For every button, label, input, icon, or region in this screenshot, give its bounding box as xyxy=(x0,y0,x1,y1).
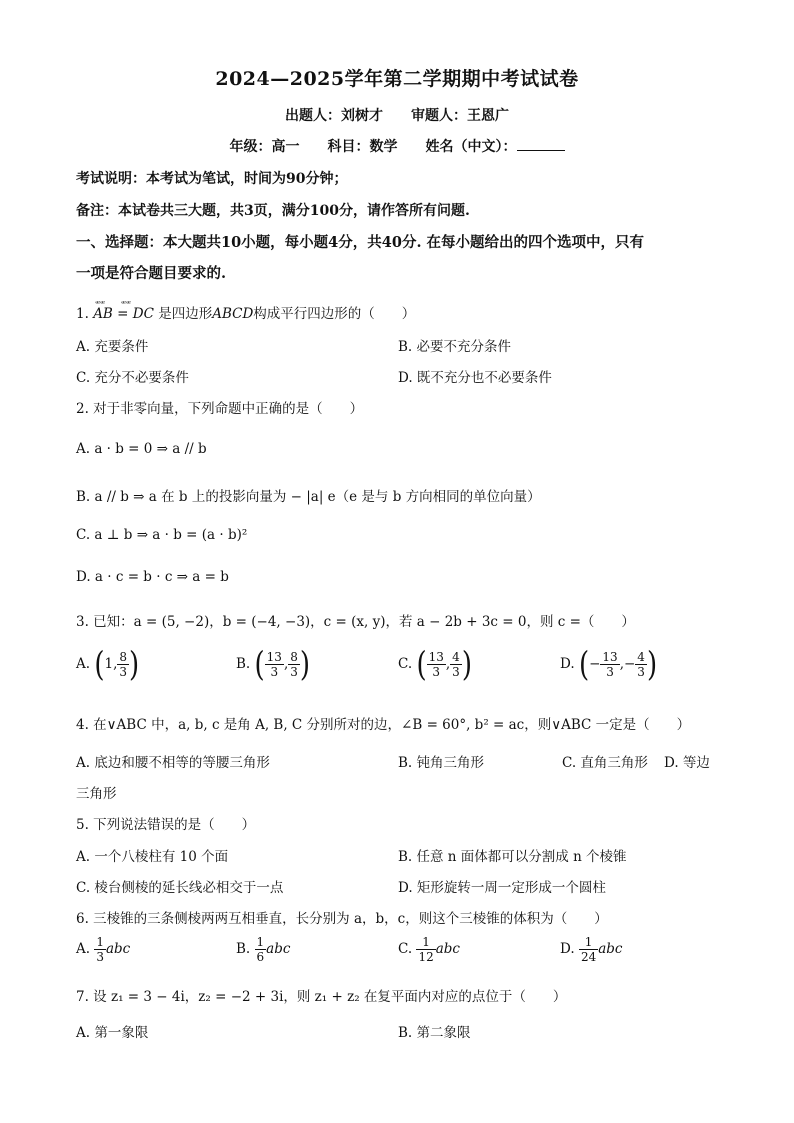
section1-line2: 一项是符合题目要求的. xyxy=(76,265,227,282)
q4-option-d[interactable]: D. 等边 xyxy=(664,755,710,771)
q2-option-b[interactable]: B. a // b ⇒ a 在 b 上的投影向量为 − |a| e（e 是与 b 方向相同的单位向量） xyxy=(76,489,541,505)
meta-text: 年级：高一 科目：数学 姓名（中文）： xyxy=(229,139,517,155)
q6-option-c[interactable]: C. $\frac{1}{12}$ abc xyxy=(398,935,460,964)
q2-option-a[interactable]: A. a · b = 0 ⇒ a // b xyxy=(76,441,207,457)
q4-stem: 4. 在∨ABC 中，a, b, c 是角 A, B, C 分别所对的边，∠B = 60°, b² = ac，则∨ABC 一定是（ ） xyxy=(76,717,691,733)
q4-option-c[interactable]: C. 直角三角形 xyxy=(562,755,648,771)
q5-option-b[interactable]: B. 任意 n 面体都可以分割成 n 个棱锥 xyxy=(398,849,627,865)
q1-option-d[interactable]: D. 既不充分也不必要条件 xyxy=(398,370,552,386)
q7-stem: 7. 设 z₁ = 3 − 4i，z₂ = −2 + 3i，则 z₁ + z₂ 在复平面内对应的点位于（ ） xyxy=(76,989,567,1005)
q2-stem: 2. 对于非零向量，下列命题中正确的是（ ） xyxy=(76,401,364,417)
q3-option-d[interactable]: D. (− $\frac{13}{3}$ ,− $\frac{4}{3}$ ) xyxy=(560,645,658,684)
q5-option-d[interactable]: D. 矩形旋转一周一定形成一个圆柱 xyxy=(398,880,606,896)
q1-math: ᵆᵆ ᵆᵆ AB = DC xyxy=(93,299,154,322)
exam-title: 2024—2025学年第二学期期中考试试卷 xyxy=(215,68,579,90)
name-blank[interactable] xyxy=(517,138,565,151)
q3-stem: 3. 已知：a = (5, −2)，b = (−4, −3)，c = (x, y)，若 a − 2b + 3c = 0，则 c =（ ） xyxy=(76,614,635,630)
q5-option-c[interactable]: C. 棱台侧棱的延长线必相交于一点 xyxy=(76,880,284,896)
q7-option-a[interactable]: A. 第一象限 xyxy=(76,1025,149,1041)
q1-abcd: ABCD xyxy=(212,306,254,322)
q1-mid: 是四边形 xyxy=(158,306,213,322)
q6-option-b[interactable]: B. $\frac{1}{6}$ abc xyxy=(236,935,291,964)
authors-line: 出题人：刘树才 审题人：王恩广 xyxy=(285,108,509,124)
q1-option-b[interactable]: B. 必要不充分条件 xyxy=(398,339,512,355)
q5-option-a[interactable]: A. 一个八棱柱有 10 个面 xyxy=(76,849,229,865)
q4-option-b[interactable]: B. 钝角三角形 xyxy=(398,755,485,771)
q5-stem: 5. 下列说法错误的是（ ） xyxy=(76,817,256,833)
q3-option-c[interactable]: C. ( $\frac{13}{3}$ , $\frac{4}{3}$ ) xyxy=(398,645,472,684)
q1-option-c[interactable]: C. 充分不必要条件 xyxy=(76,370,189,386)
remark: 备注：本试卷共三大题，共3页，满分100分，请作答所有问题. xyxy=(76,203,470,219)
q7-option-b[interactable]: B. 第二象限 xyxy=(398,1025,471,1041)
q2-option-c[interactable]: C. a ⊥ b ⇒ a · b = (a · b)² xyxy=(76,527,248,543)
q1-number: 1. xyxy=(76,306,89,322)
exam-note: 考试说明：本考试为笔试，时间为90分钟； xyxy=(76,171,348,187)
q1-option-a[interactable]: A. 充要条件 xyxy=(76,339,149,355)
q6-stem: 6. 三棱锥的三条侧棱两两互相垂直，长分别为 a，b，c，则这个三棱锥的体积为（ ） xyxy=(76,911,608,927)
q2-option-d[interactable]: D. a · c = b · c ⇒ a = b xyxy=(76,569,229,585)
q6-option-d[interactable]: D. $\frac{1}{24}$ abc xyxy=(560,935,623,964)
q3-option-b[interactable]: B. ( $\frac{13}{3}$ , $\frac{8}{3}$ ) xyxy=(236,645,311,684)
q3-option-a[interactable]: A. (1, $\frac{8}{3}$ ) xyxy=(76,645,140,684)
q4-option-a[interactable]: A. 底边和腰不相等的等腰三角形 xyxy=(76,755,270,771)
q6-option-a[interactable]: A. $\frac{1}{3}$ abc xyxy=(76,935,131,964)
meta-line xyxy=(0,136,794,156)
section1-line1: 一、选择题：本大题共10小题，每小题4分，共40分. 在每小题给出的四个选项中，只有 xyxy=(76,234,645,251)
q1-stem xyxy=(76,299,416,322)
q1-tail: 构成平行四边形的（ ） xyxy=(253,306,416,322)
q4-option-d-cont: 三角形 xyxy=(76,786,117,802)
